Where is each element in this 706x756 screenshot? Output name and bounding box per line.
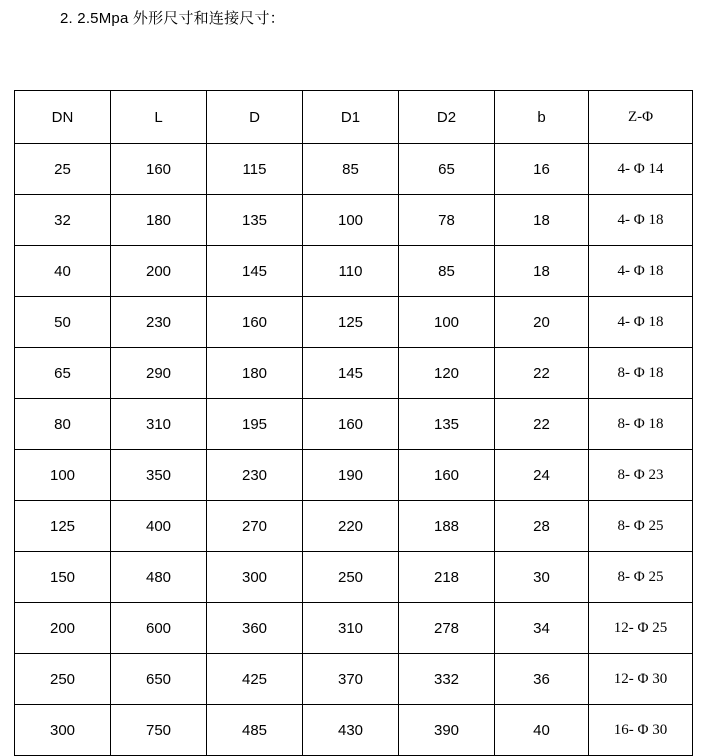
cell-d2: 278 [399,603,495,654]
cell-z-phi: 4- Φ 18 [589,195,693,246]
cell-l: 200 [111,246,207,297]
table-header-row [15,91,693,144]
column-header-d1: D1 [303,91,399,144]
cell-l: 230 [111,297,207,348]
cell-l: 600 [111,603,207,654]
cell-d: 115 [207,144,303,195]
cell-d: 230 [207,450,303,501]
cell-d: 135 [207,195,303,246]
cell-z-phi: 12- Φ 30 [589,654,693,705]
cell-b: 18 [495,246,589,297]
cell-dn: 25 [15,144,111,195]
cell-z-phi: 8- Φ 25 [589,552,693,603]
cell-d2: 188 [399,501,495,552]
cell-d1: 145 [303,348,399,399]
cell-dn: 200 [15,603,111,654]
cell-d: 145 [207,246,303,297]
cell-dn: 100 [15,450,111,501]
cell-z-phi: 4- Φ 18 [589,297,693,348]
cell-d1: 85 [303,144,399,195]
cell-b: 28 [495,501,589,552]
table-row [15,348,693,399]
cell-d2: 332 [399,654,495,705]
cell-dn: 32 [15,195,111,246]
table-row [15,654,693,705]
cell-d2: 78 [399,195,495,246]
cell-d1: 430 [303,705,399,756]
column-header-d2: D2 [399,91,495,144]
cell-d: 300 [207,552,303,603]
table-container [14,90,692,756]
cell-d: 425 [207,654,303,705]
cell-b: 18 [495,195,589,246]
cell-d1: 110 [303,246,399,297]
cell-d2: 135 [399,399,495,450]
cell-b: 40 [495,705,589,756]
cell-l: 480 [111,552,207,603]
cell-d2: 85 [399,246,495,297]
cell-b: 30 [495,552,589,603]
cell-dn: 150 [15,552,111,603]
cell-b: 34 [495,603,589,654]
dimension-table [14,90,693,756]
cell-dn: 125 [15,501,111,552]
cell-dn: 40 [15,246,111,297]
column-header-b: b [495,91,589,144]
cell-l: 400 [111,501,207,552]
cell-dn: 250 [15,654,111,705]
cell-z-phi: 8- Φ 25 [589,501,693,552]
cell-d: 180 [207,348,303,399]
cell-d1: 100 [303,195,399,246]
cell-d1: 250 [303,552,399,603]
cell-d1: 125 [303,297,399,348]
cell-dn: 300 [15,705,111,756]
cell-b: 22 [495,399,589,450]
table-row [15,501,693,552]
cell-d: 160 [207,297,303,348]
cell-d2: 100 [399,297,495,348]
cell-dn: 65 [15,348,111,399]
cell-d: 360 [207,603,303,654]
cell-l: 310 [111,399,207,450]
table-row [15,246,693,297]
cell-d2: 390 [399,705,495,756]
cell-l: 750 [111,705,207,756]
cell-d: 270 [207,501,303,552]
cell-z-phi: 4- Φ 14 [589,144,693,195]
table-row [15,195,693,246]
column-header-z-phi: Z-Φ [589,91,693,144]
table-row [15,450,693,501]
cell-d2: 160 [399,450,495,501]
cell-l: 650 [111,654,207,705]
cell-b: 16 [495,144,589,195]
cell-d2: 120 [399,348,495,399]
table-row [15,144,693,195]
cell-d: 195 [207,399,303,450]
cell-d1: 370 [303,654,399,705]
cell-b: 22 [495,348,589,399]
cell-b: 20 [495,297,589,348]
cell-z-phi: 8- Φ 18 [589,399,693,450]
column-header-dn: DN [15,91,111,144]
table-row [15,603,693,654]
cell-d2: 65 [399,144,495,195]
cell-l: 180 [111,195,207,246]
cell-z-phi: 4- Φ 18 [589,246,693,297]
cell-d: 485 [207,705,303,756]
cell-b: 24 [495,450,589,501]
table-row [15,552,693,603]
cell-z-phi: 16- Φ 30 [589,705,693,756]
table-row [15,705,693,756]
page-title: 2. 2.5Mpa 外形尺寸和连接尺寸： [60,10,285,27]
cell-l: 160 [111,144,207,195]
table-row [15,297,693,348]
cell-z-phi: 12- Φ 25 [589,603,693,654]
cell-l: 350 [111,450,207,501]
cell-d2: 218 [399,552,495,603]
cell-z-phi: 8- Φ 18 [589,348,693,399]
column-header-l: L [111,91,207,144]
cell-d1: 190 [303,450,399,501]
cell-dn: 80 [15,399,111,450]
table-row [15,399,693,450]
cell-z-phi: 8- Φ 23 [589,450,693,501]
cell-dn: 50 [15,297,111,348]
cell-b: 36 [495,654,589,705]
cell-d1: 160 [303,399,399,450]
cell-l: 290 [111,348,207,399]
cell-d1: 310 [303,603,399,654]
cell-d1: 220 [303,501,399,552]
column-header-d: D [207,91,303,144]
